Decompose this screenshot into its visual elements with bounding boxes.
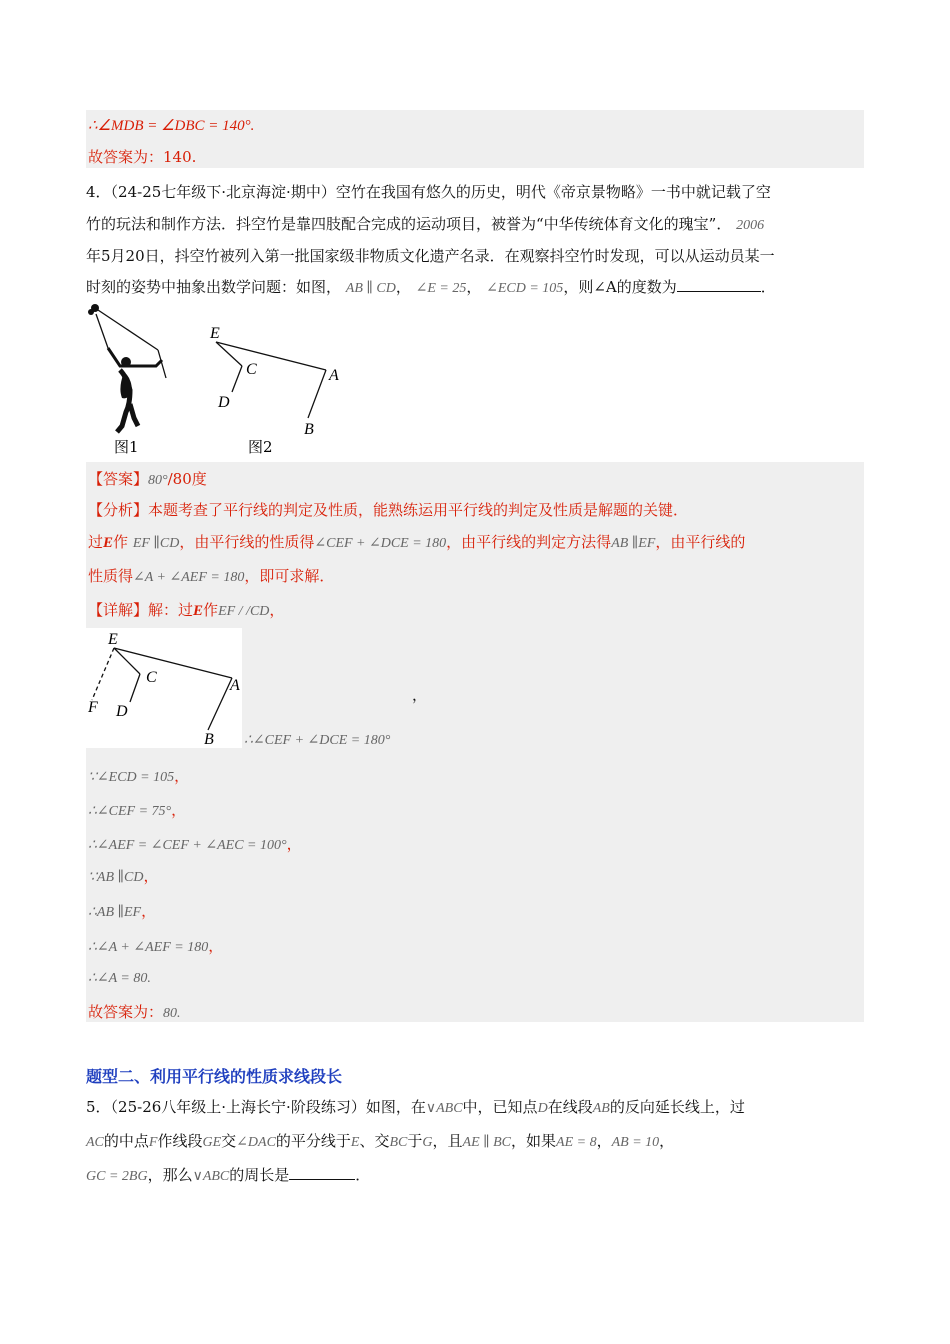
fig2-label: 图2 [248,438,273,456]
q4-line-3: 年5月20日，抖空竹被列入第一批国家级非物质文化遗产名录．在观察抖空竹时发现，可以从运动员某一 [86,247,775,265]
label-D: D [116,703,128,720]
label-B: B [204,731,214,748]
analysis-line-3: 性质得∠A + ∠AEF = 180，即可求解． [88,567,335,585]
q5-line-2: AC的中点F作线段GE交∠DAC的平分线于E、交BC于G，且AE ∥ BC，如果AE = 8，AB = 10， [86,1132,675,1150]
label-E: E [210,325,220,342]
prev-therefore-line: ∴∠MDB = ∠DBC = 140°. [88,118,255,134]
analysis-line-2: 过E作 EF ∥CD，由平行线的性质得∠CEF + ∠DCE = 180，由平行线的判定方法得AB ∥EF，由平行线的 [88,533,746,551]
q5-line-1: 5．（25-26八年级上·上海长宁·阶段练习）如图，在∨ABC中，已知点D在线段AB的反向延长线上，过 [86,1098,745,1116]
label-A: A [230,677,240,694]
label-E: E [108,631,118,648]
detail-line: 【详解】解：过E作EF / /CD， [88,601,285,619]
q5-line-3: GC = 2BG，那么∨ABC的周长是 ． [86,1166,371,1184]
step-line: ∵AB ∥CD， [88,867,159,885]
detail-figure [86,628,242,748]
answer-blank [289,1179,355,1180]
label-C: C [146,669,157,686]
step-line: ∴∠CEF = 75°， [88,801,187,819]
fig1-label: 图1 [114,438,139,456]
step-line: ∵∠ECD = 105， [88,767,190,785]
answer-blank [677,291,761,292]
step-line: ∴∠A + ∠AEF = 180， [88,937,224,955]
fig2-geometry [216,342,326,418]
q4-line-2: 竹的玩法和制作方法．抖空竹是靠四肢配合完成的运动项目，被誉为“中华传统体育文化的瑰宝”． 2006 [86,215,765,233]
fig-step: ∴∠CEF + ∠DCE = 180° [244,733,391,748]
step-line: ∴∠AEF = ∠CEF + ∠AEC = 100°， [88,835,302,853]
label-F: F [88,699,98,716]
label-C: C [246,361,257,378]
q4-figures [86,300,356,460]
label-D: D [218,394,230,411]
label-B: B [304,421,314,438]
answer-line: 【答案】80°/80度 [88,470,207,488]
step-line: ∴AB ∥EF， [88,902,157,920]
figure-comma: ， [412,686,428,704]
prev-answer-line: 故答案为：140. [88,148,197,166]
step-line: ∴∠A = 80. [88,971,151,986]
q4-line-1: 4．（24-25七年级下·北京海淀·期中）空竹在我国有悠久的历史，明代《帝京景物略》一书中就记载了空 [86,183,771,201]
athlete-figure-icon [88,304,166,432]
q4-line-4: 时刻的姿势中抽象出数学问题：如图， AB ∥ CD， ∠E = 25， ∠ECD = 105，则∠A的度数为 ． [86,278,776,296]
analysis-line-1: 【分析】本题考查了平行线的判定及性质，能熟练运用平行线的判定及性质是解题的关键． [88,501,689,519]
final-answer-line: 故答案为：80. [88,1003,181,1021]
section-title: 题型二、利用平行线的性质求线段长 [86,1067,343,1086]
label-A: A [329,367,339,384]
